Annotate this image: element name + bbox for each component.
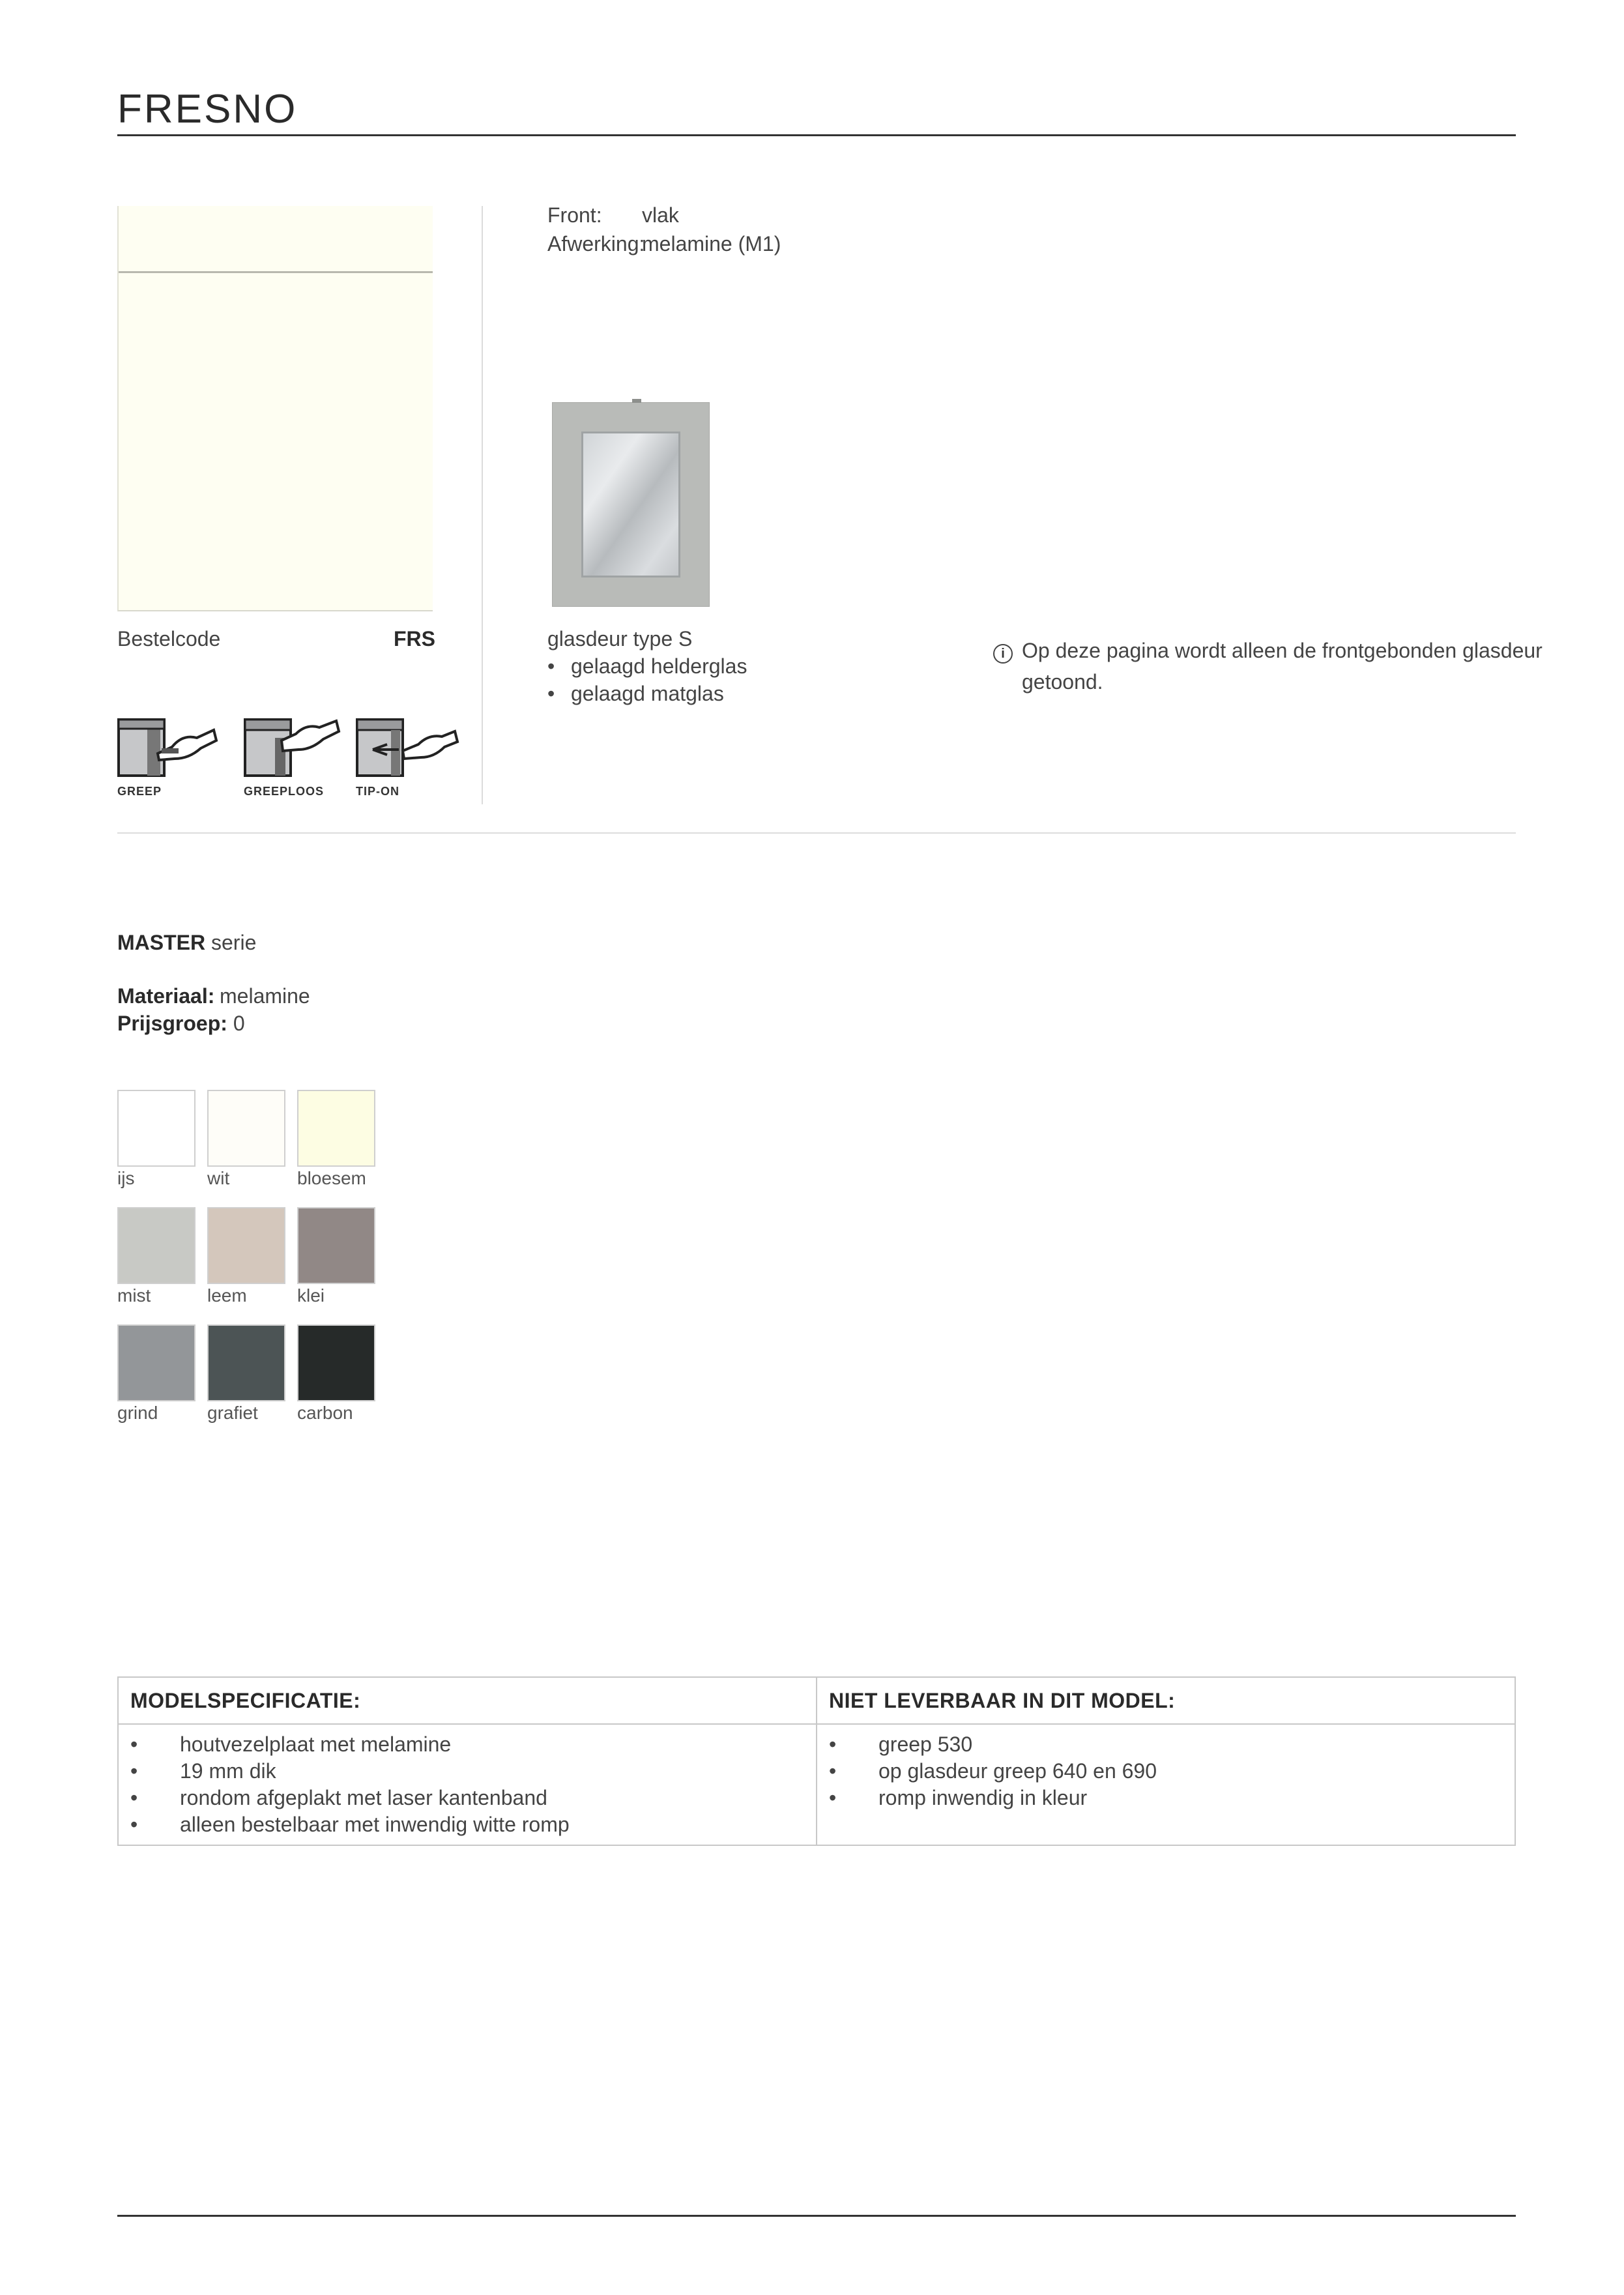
not-available-header: NIET LEVERBAAR IN DIT MODEL:: [817, 1677, 1515, 1724]
column-divider: [482, 206, 483, 804]
color-swatch-klei: [297, 1207, 375, 1284]
material-line: [117, 984, 310, 1008]
handle-label-tip-on: TIP-ON: [356, 785, 399, 798]
color-label: mist: [117, 1285, 151, 1306]
list-item: • rondom afgeplakt met laser kantenband: [130, 1786, 547, 1809]
model-spec-table: [117, 1676, 1516, 1846]
glass-door-option-label: gelaagd helderglas: [571, 654, 747, 678]
color-label: bloesem: [297, 1168, 366, 1188]
price-group-line: [117, 1012, 245, 1036]
list-item: • houtvezelplaat met melamine: [130, 1732, 452, 1756]
model-spec-cell: [118, 1724, 817, 1845]
list-item: • alleen bestelbaar met inwendig witte romp: [130, 1813, 570, 1836]
series-heading: [117, 931, 256, 955]
glass-door-option: • gelaagd helderglas: [547, 654, 747, 678]
handle-label-greeploos: GREEPLOOS: [244, 785, 325, 798]
glass-door-title: glasdeur type S: [547, 627, 693, 650]
color-swatch-ijs: [117, 1090, 196, 1167]
color-swatch-carbon: [297, 1324, 375, 1401]
list-item: • op glasdeur greep 640 en 690: [829, 1759, 1157, 1783]
color-label: grafiet: [207, 1403, 258, 1423]
spec-finish-value: melamine (M1): [642, 232, 781, 256]
info-icon: i: [993, 644, 1013, 664]
spec-finish-label: Afwerking:: [547, 232, 645, 256]
glass-door-hinge: [632, 399, 641, 403]
color-swatch-bloesem: [297, 1090, 375, 1167]
spec-front-label: Front:: [547, 203, 602, 227]
info-note-line2: getoond.: [1022, 670, 1103, 694]
series-suffix: serie: [211, 931, 257, 954]
color-swatch-mist: [117, 1207, 196, 1284]
order-code-label: Bestelcode: [117, 627, 221, 650]
spec-front: [547, 203, 679, 227]
material-value: melamine: [220, 984, 310, 1008]
footer-rule: [117, 2215, 1516, 2217]
order-code-value: FRS: [394, 627, 435, 650]
material-label: Materiaal:: [117, 984, 215, 1008]
handle-label-greep: GREEP: [117, 785, 162, 798]
front-gap-line: [119, 271, 433, 273]
glass-door-pane: [581, 431, 680, 577]
spec-finish: [547, 232, 781, 256]
color-label: ijs: [117, 1168, 135, 1188]
glass-door-image: [553, 403, 709, 606]
glass-door-option-label: gelaagd matglas: [571, 682, 724, 705]
section-divider: [117, 832, 1516, 834]
price-group-value: 0: [233, 1012, 245, 1035]
color-label: klei: [297, 1285, 325, 1306]
model-spec-header: MODELSPECIFICATIE:: [118, 1677, 817, 1724]
list-item: • 19 mm dik: [130, 1759, 276, 1783]
list-item: • romp inwendig in kleur: [829, 1786, 1088, 1809]
page-title: FRESNO: [117, 87, 298, 132]
front-preview-image: [117, 206, 433, 611]
not-available-cell: [817, 1724, 1515, 1845]
spec-front-value: vlak: [642, 203, 679, 227]
header-rule: [117, 134, 1516, 136]
color-label: leem: [207, 1285, 247, 1306]
glass-door-option: • gelaagd matglas: [547, 682, 724, 705]
list-item: • greep 530: [829, 1732, 973, 1756]
color-swatch-wit: [207, 1090, 285, 1167]
color-swatch-leem: [207, 1207, 285, 1284]
info-note-line1: Op deze pagina wordt alleen de frontgebonden glasdeur: [1022, 639, 1543, 662]
color-swatch-grind: [117, 1324, 196, 1401]
color-label: wit: [207, 1168, 230, 1188]
price-group-label: Prijsgroep:: [117, 1012, 227, 1035]
series-name: MASTER: [117, 931, 206, 954]
color-swatch-grafiet: [207, 1324, 285, 1401]
color-label: grind: [117, 1403, 158, 1423]
color-label: carbon: [297, 1403, 353, 1423]
